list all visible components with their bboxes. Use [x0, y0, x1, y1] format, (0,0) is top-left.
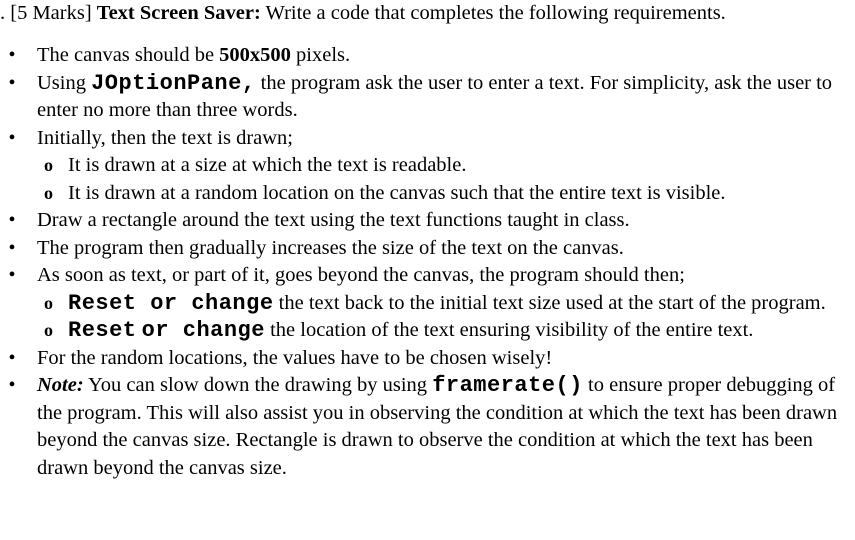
bullet-icon: •	[8, 209, 16, 231]
sub-bullet-icon: o	[44, 292, 53, 313]
code-framerate: framerate()	[432, 373, 583, 398]
note-label: Note:	[37, 374, 84, 396]
bullet-icon: •	[8, 346, 16, 369]
bullet-icon: •	[8, 236, 16, 259]
sub-requirement-reset-size: o Reset or change the text back to the initial text size used at the start of the program.	[44, 290, 826, 316]
sub-requirement-reset-location: o Reset or change the location of the text ensuring visibility of the entire text.	[44, 318, 754, 343]
sub-bullet-icon: o	[44, 155, 53, 175]
requirement-note: • Note: You can slow down the drawing by using framerate() to ensure proper debugging of the program. This will also assist you in observing the condition at which the text has been drawn beyond the canvas size. Rectangle is drawn to observe the condition at which the text has been drawn beyond the canvas size.	[0, 372, 855, 482]
bullet-icon: •	[8, 374, 16, 396]
requirements-list	[0, 42, 855, 482]
requirement-initial-draw: • Initially, then the text is drawn; o It is drawn at a size at which the text is readable. o It is drawn at a random location on the canvas such that the entire text is visible.	[0, 125, 855, 208]
requirement-increase-size: • The program then gradually increases the size of the text on the canvas.	[0, 235, 855, 263]
question-title: Text Screen Saver:	[96, 2, 261, 24]
code-joptionpane: JOptionPane,	[91, 70, 256, 96]
sub-bullet-icon: o	[44, 182, 53, 203]
requirement-rectangle: • Draw a rectangle around the text using the text functions taught in class.	[0, 207, 855, 235]
requirement-beyond-canvas: • As soon as text, or part of it, goes beyond the canvas, the program should then; o Reset or change the text back to the initial text size used at the start of the program. o Reset or change the location of the text ensuring visibility of the entire text.	[0, 262, 855, 345]
requirement-random-values: • For the random locations, the values have to be chosen wisely!	[0, 345, 855, 373]
canvas-dimensions: 500x500	[219, 44, 291, 66]
code-reset-or-change: Reset or change	[68, 290, 274, 316]
sub-requirement-random-location: o It is drawn at a random location on the canvas such that the entire text is visible.	[0, 180, 855, 208]
bullet-icon: •	[8, 264, 16, 286]
bullet-icon: •	[8, 71, 16, 94]
question-instruction: Write a code that completes the following requirements.	[260, 2, 726, 24]
beyond-canvas-sublist	[37, 290, 855, 345]
initial-draw-sublist	[37, 152, 855, 207]
bullet-icon: •	[8, 44, 16, 66]
question-header	[0, 0, 726, 28]
requirement-canvas-size: • The canvas should be 500x500 pixels.	[0, 42, 855, 70]
bullet-icon: •	[8, 126, 16, 149]
requirement-joptionpane: • Using JOptionPane, the program ask the user to enter a text. For simplicity, ask the user to enter no more than three words.	[0, 70, 855, 125]
sub-requirement-readable-size: o It is drawn at a size at which the text is readable.	[0, 152, 855, 180]
code-or-change: or change	[141, 318, 265, 343]
sub-bullet-icon: o	[44, 320, 53, 340]
question-marks-prefix: . [5 Marks]	[0, 2, 97, 24]
code-reset: Reset	[68, 318, 137, 343]
